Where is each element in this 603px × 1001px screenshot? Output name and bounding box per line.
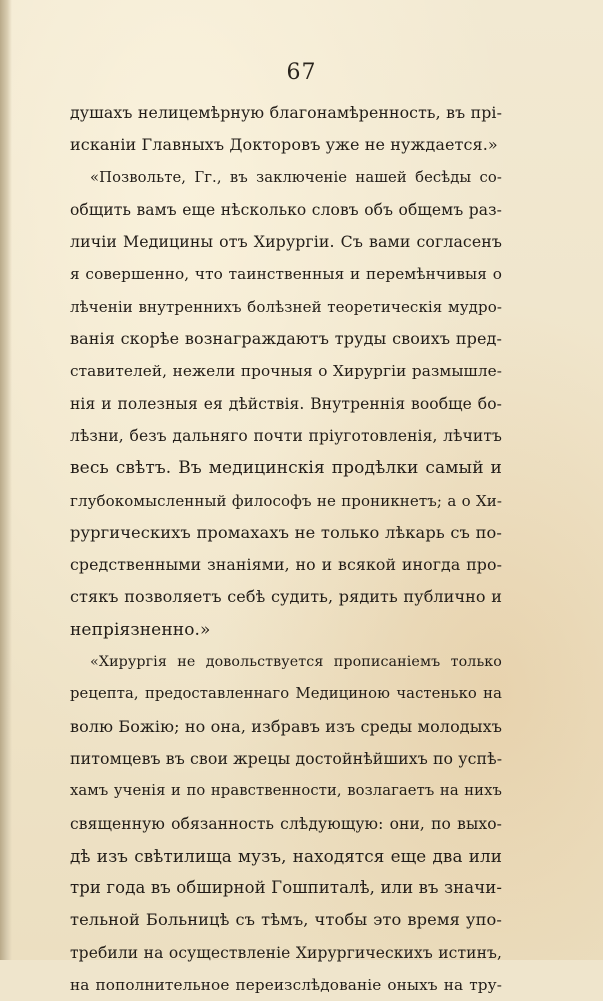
text-line: хамъ ученія и по нравственности, возлагаетъ на нихъ [70, 782, 502, 800]
text-line: общить вамъ еще нѣсколько словъ объ общемъ раз- [70, 200, 502, 219]
text-line: средственными знаніями, но и всякой иногда про- [70, 555, 502, 575]
body-text [70, 97, 502, 1001]
text-line: дѣ изъ свѣтилища музъ, находятся еще два или [70, 845, 502, 866]
page-gutter [0, 0, 12, 960]
text-line: нія и полезныя ея дѣйствія. Внутреннія вообще бо- [70, 394, 502, 413]
text-line: личіи Медицины отъ Хирургіи. Съ вами согласенъ [70, 232, 502, 252]
text-line: стякъ позволяетъ себѣ судить, рядить публично и [70, 587, 502, 607]
text-line: весь свѣтъ. Въ медицинскія продѣлки самый и [70, 458, 502, 479]
text-line: питомцевъ въ свои жрецы достойнѣйшихъ по успѣ- [70, 748, 503, 768]
text-line: исканіи Главныхъ Докторовъ уже не нуждается.» [70, 135, 498, 155]
text-line: рургическихъ промахахъ не только лѣкарь съ по- [70, 522, 502, 542]
text-line: ванія скорѣе вознаграждаютъ труды своихъ пред- [70, 329, 502, 349]
page-number: 67 [286, 60, 317, 85]
text-line: рецепта, предоставленнаго Медициною частенько на [70, 685, 502, 703]
text-line: требили на осуществленіе Хирургическихъ истинъ, [70, 943, 502, 962]
text-line: ставителей, нежели прочныя о Хирургіи размышле- [70, 362, 502, 381]
text-line: глубокомысленный философъ не проникнетъ; а о Хи- [70, 491, 502, 510]
text-line: «Позвольте, Гг., въ заключеніе нашей бесѣды со- [90, 168, 502, 186]
text-line: три года въ обширной Гошпиталѣ, или въ значи- [70, 878, 502, 898]
text-line: «Хирургія не довольствуется прописаніемъ только [90, 654, 502, 671]
text-line: я совершенно, что таинственныя и перемѣнчивыя о [70, 265, 502, 284]
text-line: лѣченіи внутреннихъ болѣзней теоретическія мудро- [70, 297, 502, 316]
text-line: на пополнительное переизслѣдованіе оныхъ на тру- [70, 976, 502, 995]
text-line: священную обязанность слѣдующую: они, по выхо- [70, 814, 502, 833]
text-line: непріязненно.» [70, 619, 211, 640]
text-line: душахъ нелицемѣрную благонамѣренность, въ прі- [70, 103, 502, 122]
text-line: волю Божію; но она, избравъ изъ среды молодыхъ [70, 716, 502, 736]
text-line: лѣзни, безъ дальняго почти пріуготовленія, лѣчитъ [70, 426, 502, 445]
text-line: тельной Больницѣ съ тѣмъ, чтобы это время упо- [70, 910, 502, 930]
